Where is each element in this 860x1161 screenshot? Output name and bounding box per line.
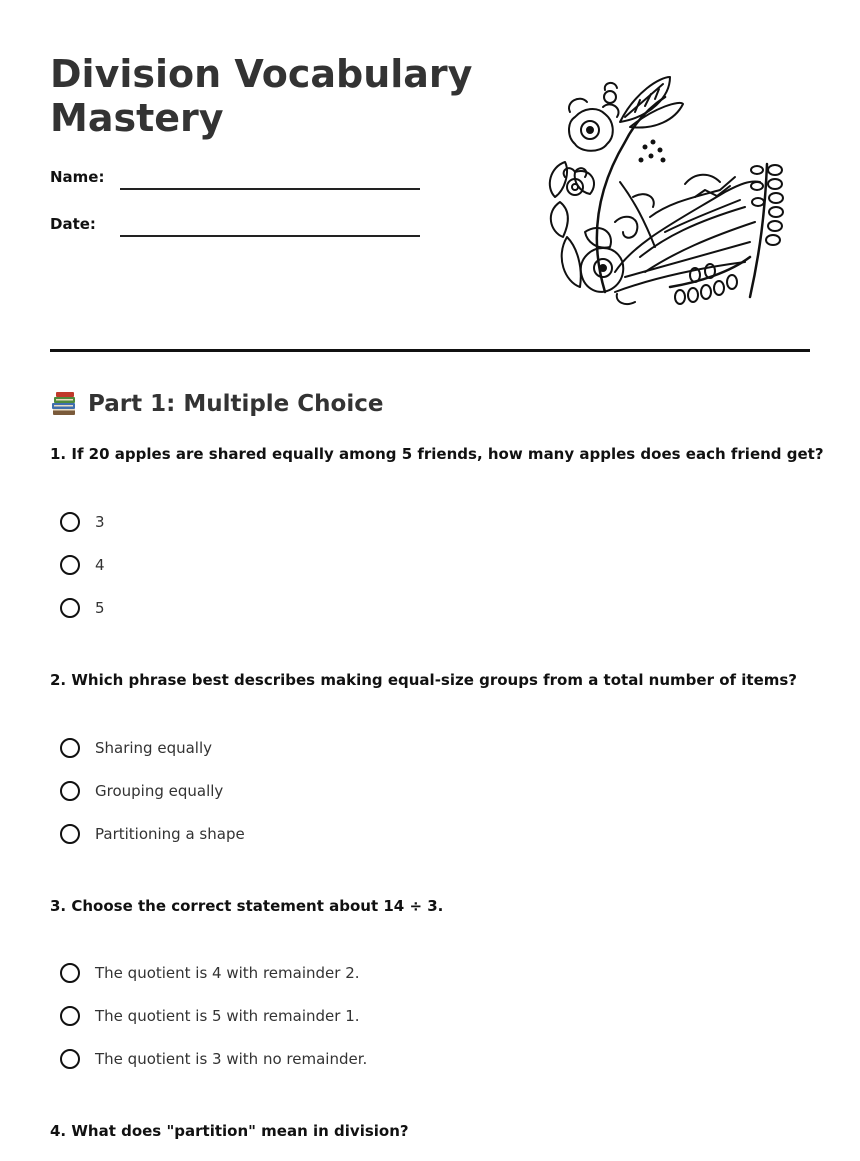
radio-button[interactable] — [60, 738, 80, 758]
part1-title — [50, 388, 383, 420]
date-label: Date: — [50, 215, 96, 233]
radio-button[interactable] — [60, 512, 80, 532]
date-line[interactable] — [120, 235, 420, 237]
option-label: Partitioning a shape — [95, 825, 245, 843]
q1-option-2[interactable] — [60, 552, 105, 578]
option-label: 3 — [95, 513, 105, 531]
option-label: The quotient is 3 with no remainder. — [95, 1050, 368, 1068]
question-4: 4. What does "partition" mean in division? — [50, 1122, 409, 1140]
option-label: 5 — [95, 599, 105, 617]
option-label: The quotient is 5 with remainder 1. — [95, 1007, 360, 1025]
floral-landscape-illustration — [545, 72, 787, 312]
question-3: 3. Choose the correct statement about 14 ÷ 3. — [50, 897, 444, 915]
worksheet-title: Division Vocabulary Mastery — [50, 52, 473, 140]
radio-button[interactable] — [60, 963, 80, 983]
question-2: 2. Which phrase best describes making equal-size groups from a total number of items? — [50, 671, 797, 689]
question-1: 1. If 20 apples are shared equally among 5 friends, how many apples does each friend get? — [50, 445, 824, 463]
q2-option-1[interactable] — [60, 735, 212, 761]
name-line[interactable] — [120, 188, 420, 190]
option-label: Sharing equally — [95, 739, 213, 757]
part1-title-text: Part 1: Multiple Choice — [88, 391, 384, 417]
option-label: Grouping equally — [95, 782, 224, 800]
q3-option-3[interactable] — [60, 1046, 367, 1072]
q3-option-1[interactable] — [60, 960, 360, 986]
q1-option-3[interactable] — [60, 595, 105, 621]
name-field[interactable] — [50, 160, 420, 190]
radio-button[interactable] — [60, 824, 80, 844]
radio-button[interactable] — [60, 1049, 80, 1069]
q1-option-1[interactable] — [60, 509, 105, 535]
date-field[interactable] — [50, 207, 420, 237]
header-divider — [50, 349, 810, 352]
radio-button[interactable] — [60, 1006, 80, 1026]
q3-option-2[interactable] — [60, 1003, 360, 1029]
radio-button[interactable] — [60, 598, 80, 618]
q2-option-2[interactable] — [60, 778, 223, 804]
option-label: The quotient is 4 with remainder 2. — [95, 964, 360, 982]
radio-button[interactable] — [60, 781, 80, 801]
name-label: Name: — [50, 168, 105, 186]
q2-option-3[interactable] — [60, 821, 245, 847]
option-label: 4 — [95, 556, 105, 574]
radio-button[interactable] — [60, 555, 80, 575]
books-icon — [50, 391, 78, 417]
